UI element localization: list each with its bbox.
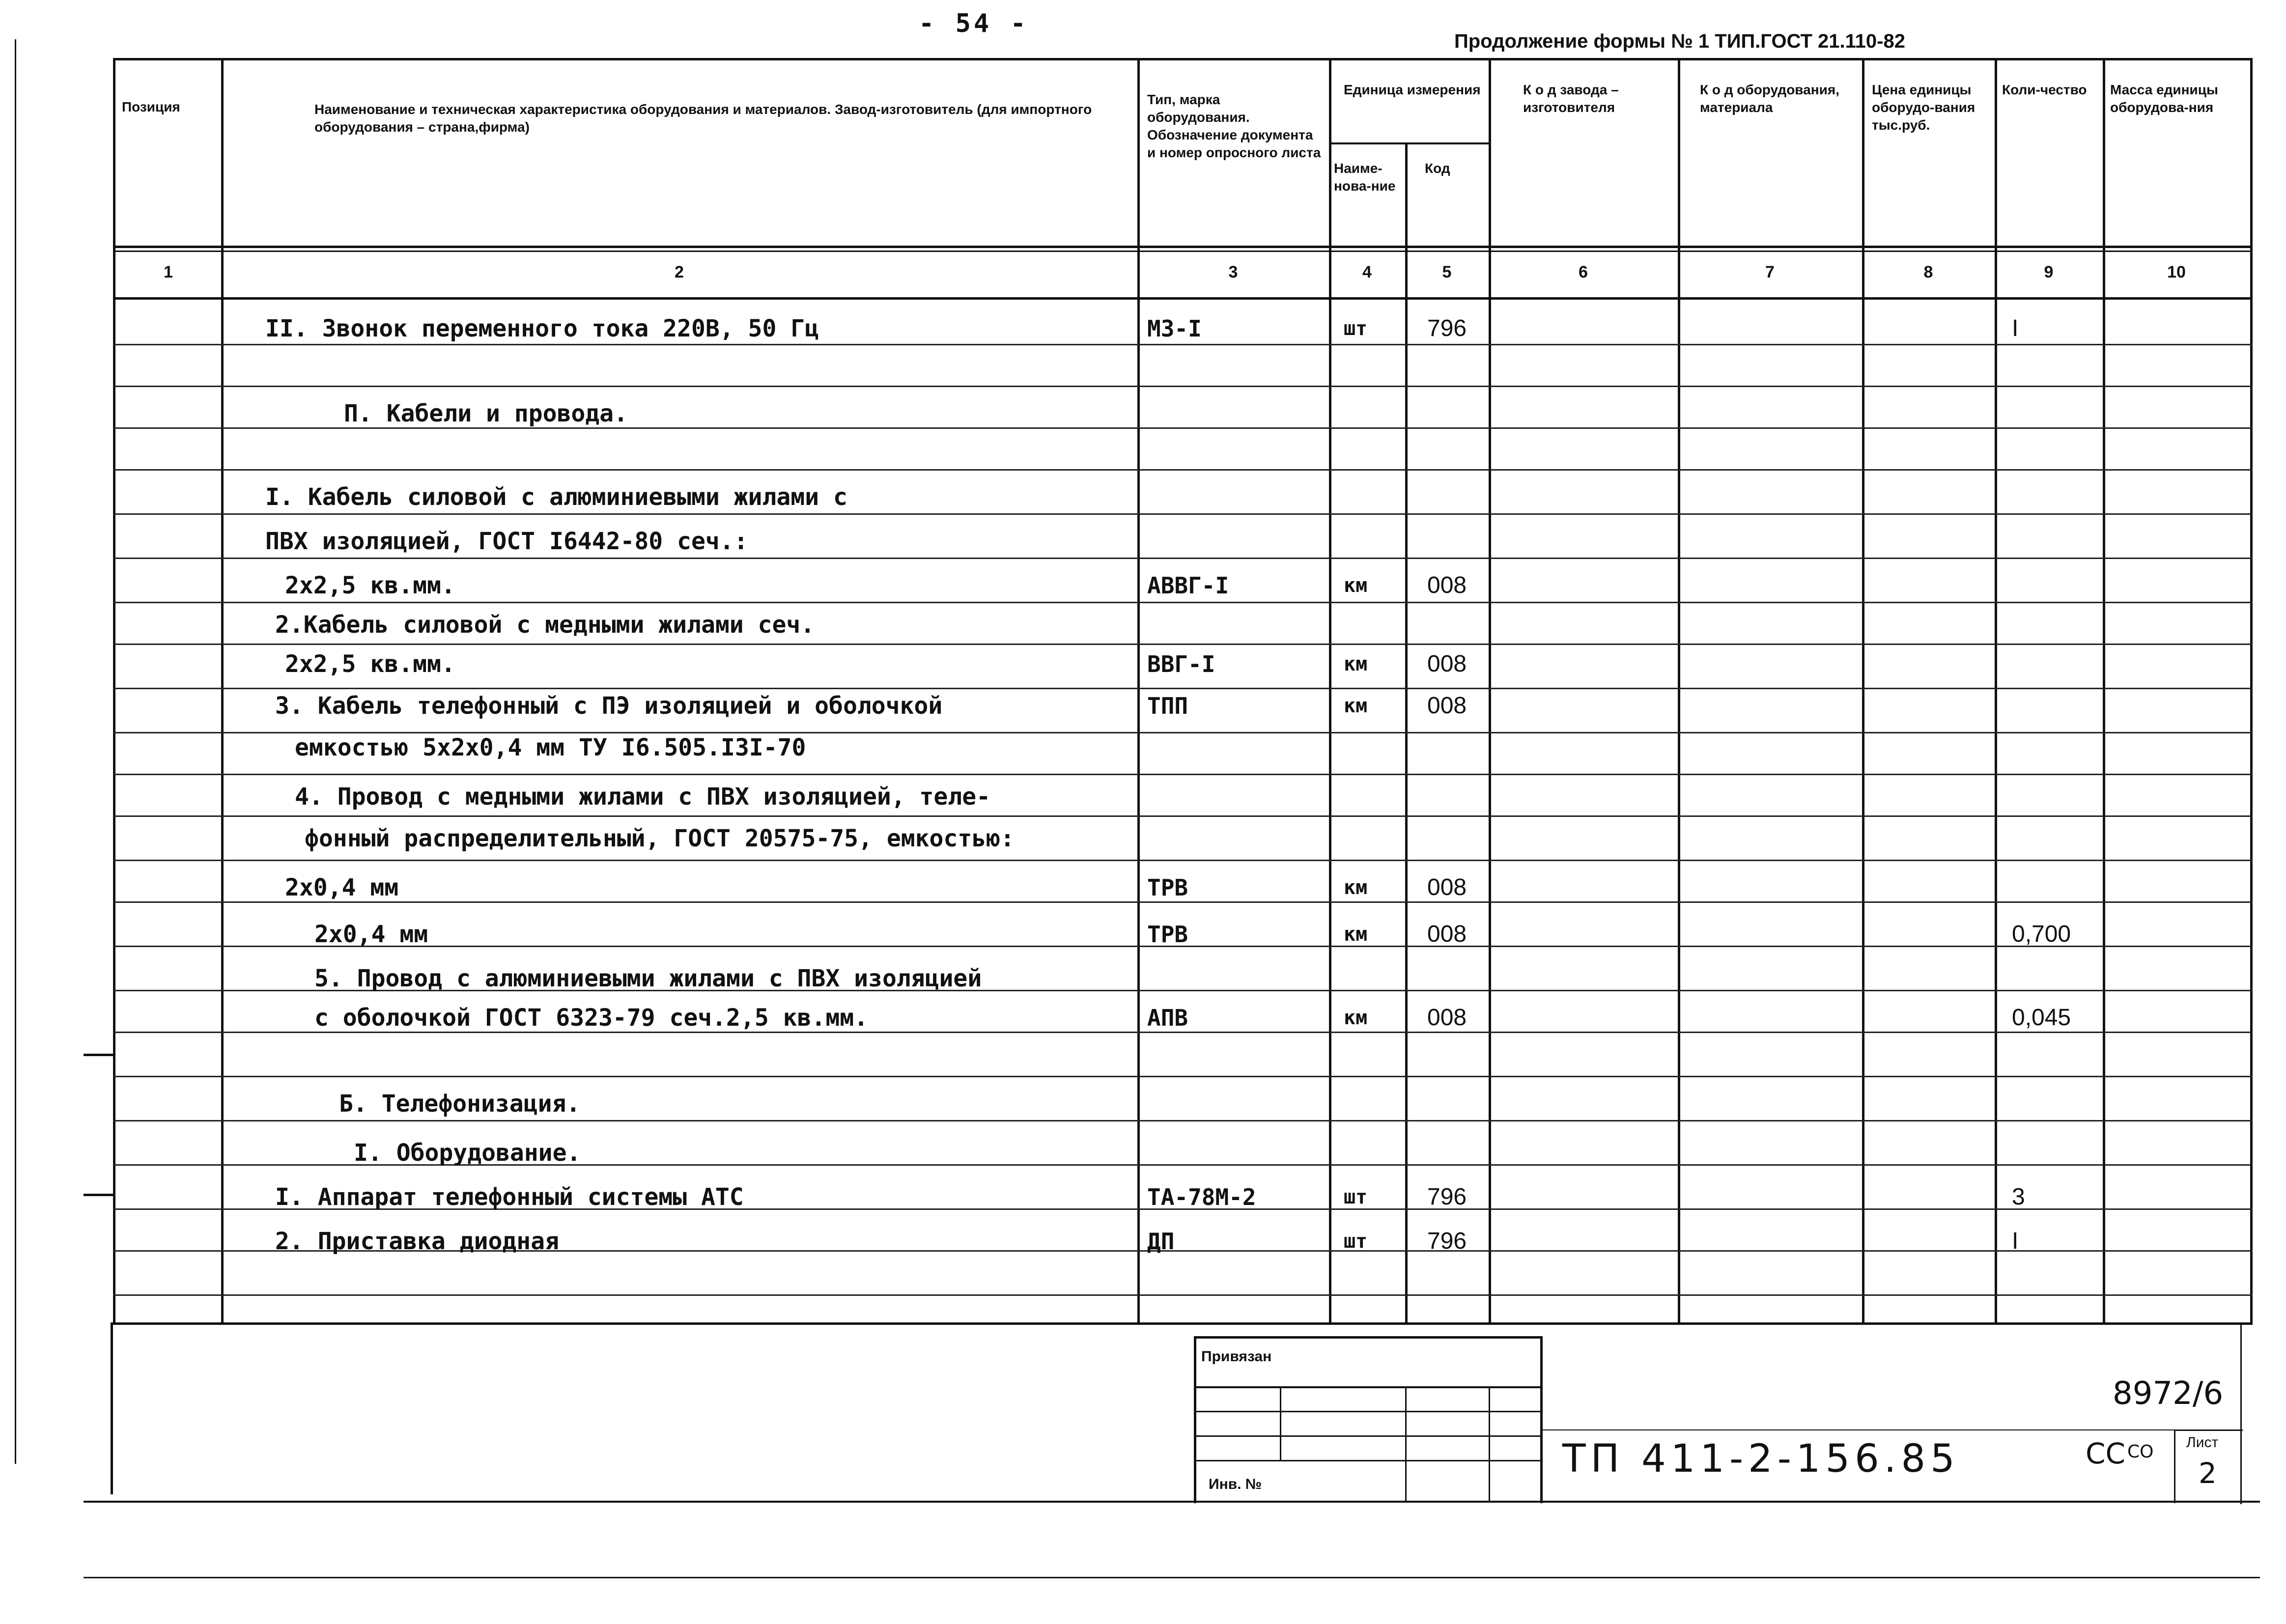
item-type: ТРВ xyxy=(1147,874,1188,901)
stamp-line xyxy=(1280,1386,1281,1461)
format-mark-small: СО xyxy=(2127,1442,2154,1462)
stamp-thin-line xyxy=(1543,1429,2174,1430)
col-number: 7 xyxy=(1765,263,1775,281)
item-quantity: 3 xyxy=(2012,1184,2025,1210)
stamp-line xyxy=(1194,1435,1543,1437)
stamp-border xyxy=(1194,1336,1196,1503)
item-unit: шт xyxy=(1344,1230,1368,1253)
sheet-box-line xyxy=(2174,1429,2243,1431)
col-number: 8 xyxy=(1923,263,1933,281)
item-type: АВВГ-I xyxy=(1147,572,1229,599)
item-quantity: 0,045 xyxy=(2012,1005,2071,1031)
item-name: с оболочкой ГОСТ 6323-79 сеч.2,5 кв.мм. xyxy=(314,1004,869,1032)
header-mass: Масса единицы оборудова-ния xyxy=(2110,82,2218,115)
col-number: 1 xyxy=(164,263,173,281)
table-top-border xyxy=(113,58,2253,60)
col-line xyxy=(2103,58,2105,1324)
row-separator xyxy=(113,688,2253,689)
item-type: ТРВ xyxy=(1147,921,1188,948)
item-name: I. Оборудование. xyxy=(354,1139,581,1167)
item-name: 2х0,4 мм xyxy=(314,921,428,948)
item-unit: км xyxy=(1344,923,1368,946)
stamp-line xyxy=(1194,1460,1543,1461)
document-code: ТП 411-2-156.85 xyxy=(1562,1437,1960,1481)
item-type: ТА-78М-2 xyxy=(1147,1184,1256,1210)
row-separator xyxy=(113,774,2253,775)
item-unit-code: 796 xyxy=(1427,315,1467,341)
fold-mark xyxy=(84,1194,113,1196)
item-unit-code: 796 xyxy=(1427,1228,1467,1254)
item-unit-code: 008 xyxy=(1427,921,1467,947)
header-unit: Единица измерения xyxy=(1344,82,1481,97)
item-name: фонный распределительный, ГОСТ 20575-75, емкостью: xyxy=(305,825,1015,852)
row-separator xyxy=(113,469,2253,471)
sheet-label: Лист xyxy=(2186,1434,2219,1451)
stamp-line xyxy=(1194,1386,1543,1388)
col-line xyxy=(1329,58,1331,1324)
frame-left-line xyxy=(111,1322,113,1494)
item-name: ПВХ изоляцией, ГОСТ I6442-80 сеч.: xyxy=(265,528,748,555)
item-unit: км xyxy=(1344,876,1368,899)
item-name: 2. Приставка диодная xyxy=(275,1228,559,1255)
item-unit-code: 008 xyxy=(1427,1005,1467,1031)
row-separator xyxy=(113,901,2253,903)
item-unit: шт xyxy=(1344,317,1368,340)
col-line xyxy=(1995,58,1997,1324)
row-separator xyxy=(113,732,2253,733)
header-unit-name: Наиме-нова-ние xyxy=(1334,161,1396,194)
row-separator xyxy=(113,427,2253,429)
inventory-label: Инв. № xyxy=(1209,1476,1262,1492)
header-bottom-border xyxy=(113,246,2253,248)
stamp-border xyxy=(1540,1336,1543,1503)
sheet-box-line xyxy=(2174,1429,2175,1503)
item-unit: км xyxy=(1344,695,1368,717)
item-name: 5. Провод с алюминиевыми жилами с ПВХ изоляцией xyxy=(314,965,982,992)
col-line xyxy=(113,58,115,1324)
row-separator xyxy=(113,513,2253,515)
header-position: Позиция xyxy=(122,99,180,114)
header-factory-code: К о д завода – изготовителя xyxy=(1523,82,1619,115)
sheet-number: 2 xyxy=(2199,1456,2217,1490)
col-number: 10 xyxy=(2167,263,2186,281)
item-name: 2х0,4 мм xyxy=(285,874,399,901)
project-number: 8972/6 xyxy=(2113,1375,2224,1412)
item-quantity: I xyxy=(2012,1228,2019,1254)
stamp-line xyxy=(1489,1386,1490,1502)
item-unit: км xyxy=(1344,653,1368,675)
header-type: Тип, марка оборудования. Обозначение документа и номер опросного листа xyxy=(1147,92,1321,160)
item-unit-code: 008 xyxy=(1427,693,1467,719)
item-unit-code: 008 xyxy=(1427,874,1467,900)
col-line xyxy=(1405,142,1408,1324)
left-margin-line xyxy=(15,39,16,1464)
frame-right-line xyxy=(2240,1322,2242,1504)
col-number: 5 xyxy=(1442,263,1452,281)
header-bottom-border-2 xyxy=(113,251,2253,252)
item-unit-code: 796 xyxy=(1427,1184,1467,1210)
stamp-line xyxy=(1405,1386,1407,1502)
col-line xyxy=(221,58,224,1324)
col-line xyxy=(1862,58,1864,1324)
col-number: 4 xyxy=(1362,263,1372,281)
row-separator xyxy=(113,602,2253,603)
item-unit: шт xyxy=(1344,1186,1368,1208)
item-type: ДП xyxy=(1147,1228,1175,1255)
header-equipment-code: К о д оборудования, материала xyxy=(1700,82,1839,115)
row-separator xyxy=(113,1076,2253,1077)
row-separator xyxy=(113,1120,2253,1121)
fold-mark xyxy=(84,1054,113,1056)
item-name: 2х2,5 кв.мм. xyxy=(285,650,455,678)
item-name: Б. Телефонизация. xyxy=(339,1090,581,1118)
stamp-border xyxy=(1194,1336,1543,1339)
row-separator xyxy=(113,1032,2253,1033)
item-unit-code: 008 xyxy=(1427,651,1467,677)
item-name: П. Кабели и провода. xyxy=(344,400,628,427)
colnum-bottom-border xyxy=(113,297,2253,300)
col-line xyxy=(2250,58,2253,1324)
item-quantity: 0,700 xyxy=(2012,921,2071,947)
stamp-line xyxy=(1194,1411,1543,1412)
col-number: 3 xyxy=(1228,263,1238,281)
unit-subheader-line xyxy=(1329,142,1491,144)
item-name: 2.Кабель силовой с медными жилами сеч. xyxy=(275,611,815,639)
item-unit: км xyxy=(1344,1007,1368,1029)
row-separator xyxy=(113,644,2253,645)
col-line xyxy=(1489,58,1491,1324)
page-number: - 54 - xyxy=(919,9,1029,38)
item-type: АПВ xyxy=(1147,1005,1188,1031)
item-name: 2х2,5 кв.мм. xyxy=(285,572,455,599)
item-type: ТПП xyxy=(1147,693,1188,719)
form-caption: Продолжение формы № 1 ТИП.ГОСТ 21.110-82 xyxy=(1454,30,1905,52)
row-separator xyxy=(113,860,2253,861)
row-separator xyxy=(113,558,2253,559)
row-separator xyxy=(113,815,2253,817)
header-name: Наименование и техническая характеристика оборудования и материалов. Завод-изготовитель (для импортного оборудования – страна,фирма) xyxy=(314,102,1092,135)
item-name: емкостью 5х2х0,4 мм ТУ I6.505.I3I-70 xyxy=(295,734,806,761)
col-number: 6 xyxy=(1579,263,1588,281)
item-name: I. Аппарат телефонный системы АТС xyxy=(275,1183,744,1211)
item-name: 4. Провод с медными жилами с ПВХ изоляцией, теле- xyxy=(295,783,991,811)
item-name: 3. Кабель телефонный с ПЭ изоляцией и оболочкой xyxy=(275,692,943,720)
format-mark: СС xyxy=(2086,1437,2125,1470)
row-separator xyxy=(113,344,2253,345)
item-type: ВВГ-I xyxy=(1147,651,1215,677)
item-unit-code: 008 xyxy=(1427,572,1467,598)
col-number: 2 xyxy=(675,263,684,281)
item-type: МЗ-I xyxy=(1147,315,1202,342)
item-name: II. Звонок переменного тока 220В, 50 Гц xyxy=(265,315,819,342)
item-unit: км xyxy=(1344,574,1368,597)
col-line xyxy=(1678,58,1680,1324)
item-quantity: I xyxy=(2012,315,2019,341)
item-name: I. Кабель силовой с алюминиевыми жилами с xyxy=(265,483,847,511)
header-price: Цена единицы оборудо-вания тыс.руб. xyxy=(1872,82,1976,133)
row-separator xyxy=(113,386,2253,387)
col-line xyxy=(1137,58,1140,1324)
bound-label: Привязан xyxy=(1201,1348,1272,1365)
row-separator xyxy=(113,1294,2253,1296)
sheet-edge-line xyxy=(84,1577,2260,1578)
col-number: 9 xyxy=(2044,263,2054,281)
frame-bottom-line xyxy=(84,1501,2260,1503)
header-unit-code: Код xyxy=(1425,161,1450,176)
header-quantity: Коли-чество xyxy=(2002,82,2087,97)
table-bottom-border xyxy=(113,1322,2253,1325)
